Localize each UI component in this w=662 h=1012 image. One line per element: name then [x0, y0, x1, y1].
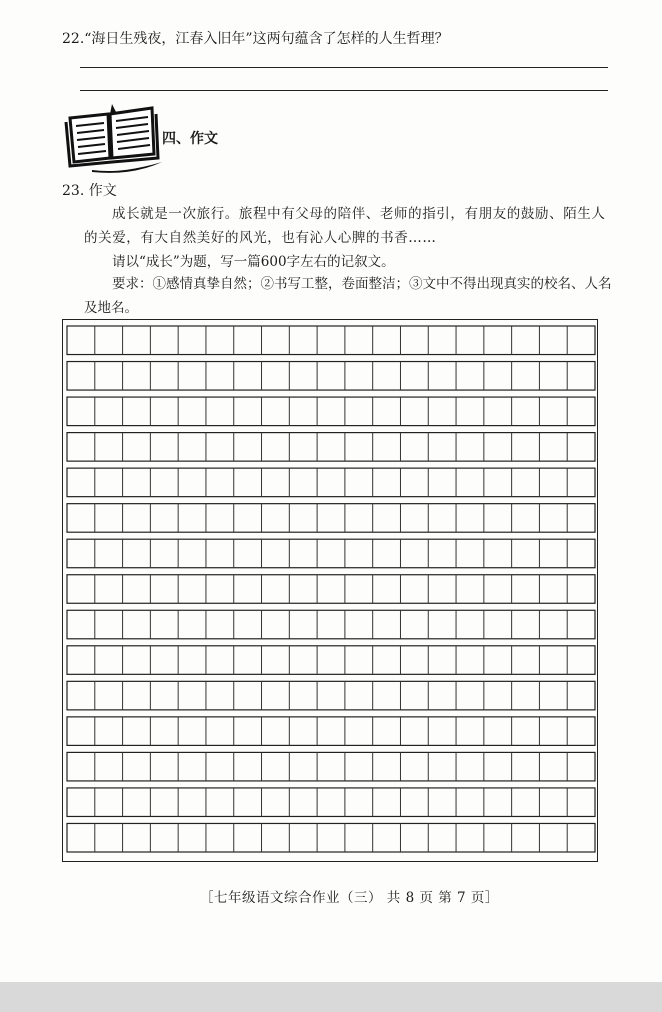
section-title: 四、作文 — [162, 131, 218, 147]
writing-grid-cells[interactable] — [63, 320, 599, 863]
grid-row[interactable] — [67, 468, 595, 497]
grid-row[interactable] — [67, 397, 595, 426]
grid-row[interactable] — [67, 752, 595, 781]
page-footer: ［七年级语文综合作业（三） 共 8 页 第 7 页］ — [200, 890, 499, 906]
question-23-task: 请以“成长”为题，写一篇600字左右的记叙文。 — [112, 254, 395, 270]
writing-grid[interactable] — [62, 319, 598, 862]
grid-row[interactable] — [67, 326, 595, 355]
grid-row[interactable] — [67, 610, 595, 639]
question-23-intro: 成长就是一次旅行。旅程中有父母的陪伴、老师的指引，有朋友的鼓励、陌生人的关爱，有大自然美好的风光，也有沁人心脾的书香…… — [84, 206, 606, 246]
grid-row[interactable] — [67, 823, 595, 852]
grid-row[interactable] — [67, 575, 595, 604]
grid-row[interactable] — [67, 433, 595, 462]
question-23-requirements: 要求：①感情真挚自然；②书写工整，卷面整洁；③文中不得出现真实的校名、人名及地名。 — [84, 276, 612, 316]
question-22: 22.“海日生残夜，江春入旧年”这两句蕴含了怎样的人生哲理？ — [62, 31, 449, 47]
grid-row[interactable] — [67, 504, 595, 533]
grid-row[interactable] — [67, 362, 595, 391]
bottom-band — [0, 982, 662, 1012]
grid-row[interactable] — [67, 681, 595, 710]
grid-row[interactable] — [67, 717, 595, 746]
grid-row[interactable] — [67, 788, 595, 817]
answer-line-2[interactable] — [80, 90, 608, 91]
answer-line-1[interactable] — [80, 67, 608, 68]
grid-row[interactable] — [67, 646, 595, 675]
grid-row[interactable] — [67, 539, 595, 568]
open-book-icon — [62, 100, 162, 176]
question-23-title: 23. 作文 — [62, 183, 117, 199]
